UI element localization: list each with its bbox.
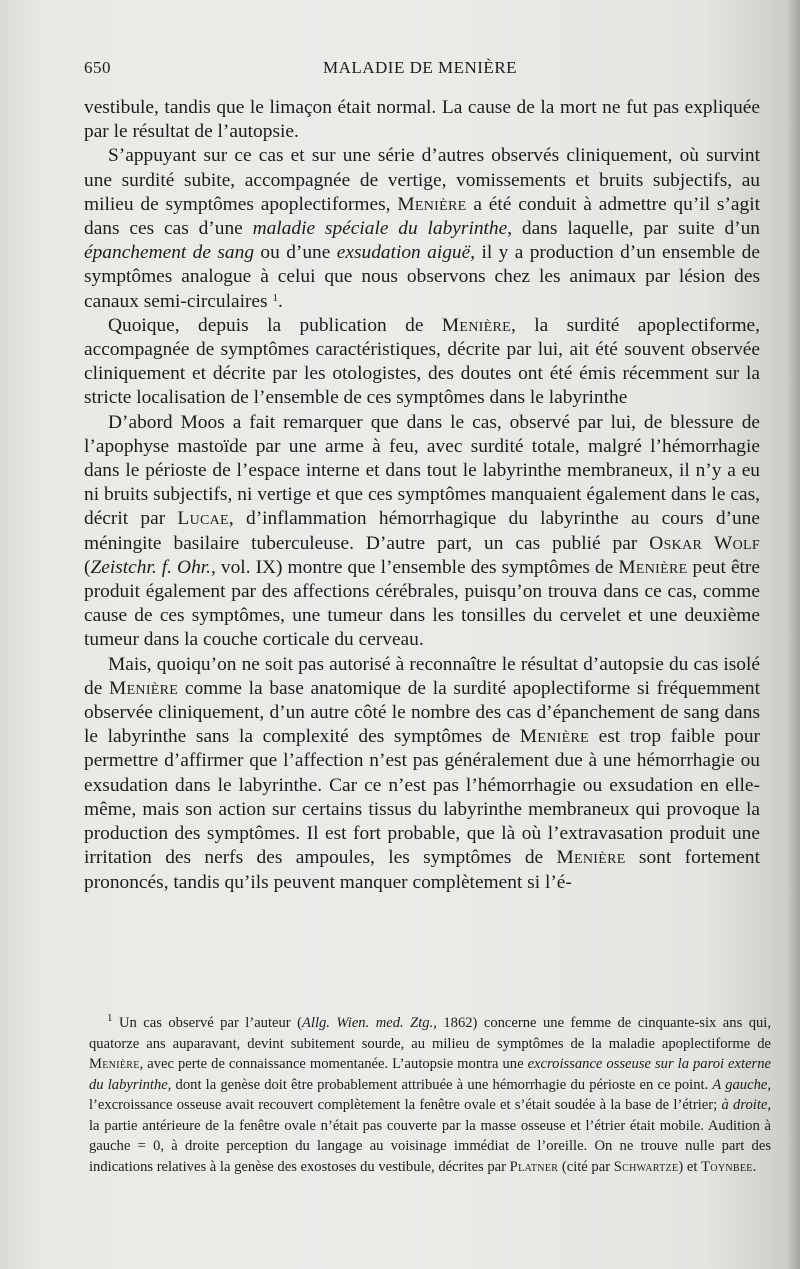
paragraph-2: S’appuyant sur ce cas et sur une série d’autres observés cliniquement, où survint une surdité subite, accompagnée de vertige, vomissements et bruits subjectifs, au milieu de symptômes apoplectiformes, Menière a été conduit à admettre qu’il s’agit dans ces cas d’une maladie spéciale du labyrinthe, dans laquelle, par suite d’un épanchement de sang ou d’une exsudation aiguë, il y a production d’un ensemble de symptômes analogue à celui que nous observons chez les animaux par lésion des canaux semi-circulaires $^1$. [84, 145, 760, 312]
author-name: Menière [556, 847, 626, 869]
author-name: Menière [109, 677, 179, 699]
footnote-mark: 1 [107, 1012, 113, 1024]
main-text [84, 96, 760, 895]
author-name: Platner [509, 1158, 559, 1175]
page-header [84, 58, 756, 86]
author-name: Oskar Wolf [649, 532, 760, 554]
author-name: Menière [89, 1056, 140, 1072]
footnote-ref: 1 [272, 291, 278, 304]
page-edge-shadow [786, 0, 800, 1269]
author-name: Menière [441, 314, 511, 336]
journal-title: Allg. Wien. med. Ztg. [301, 1015, 434, 1031]
page-number: 650 [84, 58, 111, 77]
emphasis: à droite [721, 1097, 768, 1113]
running-title: MALADIE DE MENIÈRE [322, 58, 518, 77]
footnote [89, 1013, 771, 1177]
paragraph-5: Mais, quoiqu’on ne soit pas autorisé à reconnaître le résultat d’autopsie du cas isolé de Menière comme la base anatomique de la surdité apoplectiforme si fréquemment observée cliniquement, d’un autre côté le nombre des cas d’épanchement de sang dans le labyrinthe sans la complexité des symptômes de Menière est trop faible pour permettre d’affirmer que l’affection n’est pas généralement due à une hémorrhagie ou exsudation dans le labyrinthe. Car ce n’est pas l’hémorrhagie ou exsudation en elle-même, mais son action sur certains tissus du labyrinthe membraneux qui provoque la production des symptômes. Il est fort probable, que là où l’extravasation produit une irritation des nerfs des ampoules, les symptômes de Menière sont fortement prononcés, tandis qu’ils peuvent manquer complètement si l’é- [84, 653, 761, 893]
emphasis: A gauche [712, 1076, 768, 1093]
footnote-text: $^1$ Un cas observé par l’auteur (Allg. Wien. med. Ztg., 1862) concerne une femme de cinquante-six ans qui, quatorze ans auparavant, devint subitement sourde, au milieu de symptômes de la maladie apoplectiforme de Menière, avec perte de connaissance momentanée. L’autopsie montra une excroissance osseuse sur la paroi externe du labyrinthe, dont la genèse doit être probablement attribuée à une hémorrhagie du périoste en ce point. A gauche, l’excroissance osseuse avait recouvert complètement la fenêtre ovale et s’était soudée à la base de l’étrier; à droite, la partie antérieure de la fenêtre ovale n’était pas couverte par la masse osseuse et l’étrier était mobile. Audition à gauche = 0, à droite perception du langage au voisinage immédiat de l’oreille. On ne trouve nulle part des indications relatives à la genèse des exostoses du vestibule, décrites par Platner (cité par Schwartze) et Toynbee. [89, 1012, 772, 1175]
emphasis: épanchement de sang [84, 242, 255, 264]
emphasis: excroissance osseuse sur la paroi externe du labyrinthe [89, 1056, 772, 1093]
paragraph-1: vestibule, tandis que le limaçon était normal. La cause de la mort ne fut pas expliquée par le résultat de l’autopsie. [84, 97, 760, 143]
author-name: Toynbee [701, 1158, 753, 1175]
author-name: Menière [519, 726, 589, 748]
emphasis: exsudation aiguë [336, 242, 471, 264]
author-name: Lucae [177, 508, 229, 530]
author-name: Menière [618, 556, 688, 578]
paragraph-4: D’abord Moos a fait remarquer que dans le cas, observé par lui, de blessure de l’apophyse mastoïde par une arme à feu, avec surdité totale, malgré l’hémorrhagie dans le périoste de l’espace interne et dans tout le labyrinthe membraneux, il n’y a eu ni bruits subjectifs, ni vertige et que ces symptômes manquaient également dans le cas, décrit par Lucae, d’inflammation hémorrhagique du labyrinthe au cours d’une méningite basilaire tuberculeuse. D’autre part, un cas publié par Oskar Wolf (Zeistchr. f. Ohr., vol. IX) montre que l’ensemble des symptômes de Menière peut être produit également par des affections cérébrales, puisqu’on trouva dans ce cas, comme cause de ces symptômes, une tumeur dans les tonsilles du cervelet et une deuxième tumeur dans la couche corticale du cerveau. [84, 411, 760, 651]
author-name: Schwartze [613, 1158, 679, 1175]
emphasis: maladie spéciale du labyrinthe [252, 218, 508, 240]
journal-title: Zeistchr. f. Ohr. [90, 556, 212, 578]
author-name: Menière [397, 193, 467, 215]
paragraph-3: Quoique, depuis la publication de Menière, la surdité apoplectiforme, accompagnée de symptômes caractéristiques, décrite par lui, ait été souvent observée cliniquement et décrite par les otologistes, des doutes ont été émis récemment sur la stricte localisation de l’ensemble de ces symptômes dans le labyrinthe [84, 314, 760, 409]
